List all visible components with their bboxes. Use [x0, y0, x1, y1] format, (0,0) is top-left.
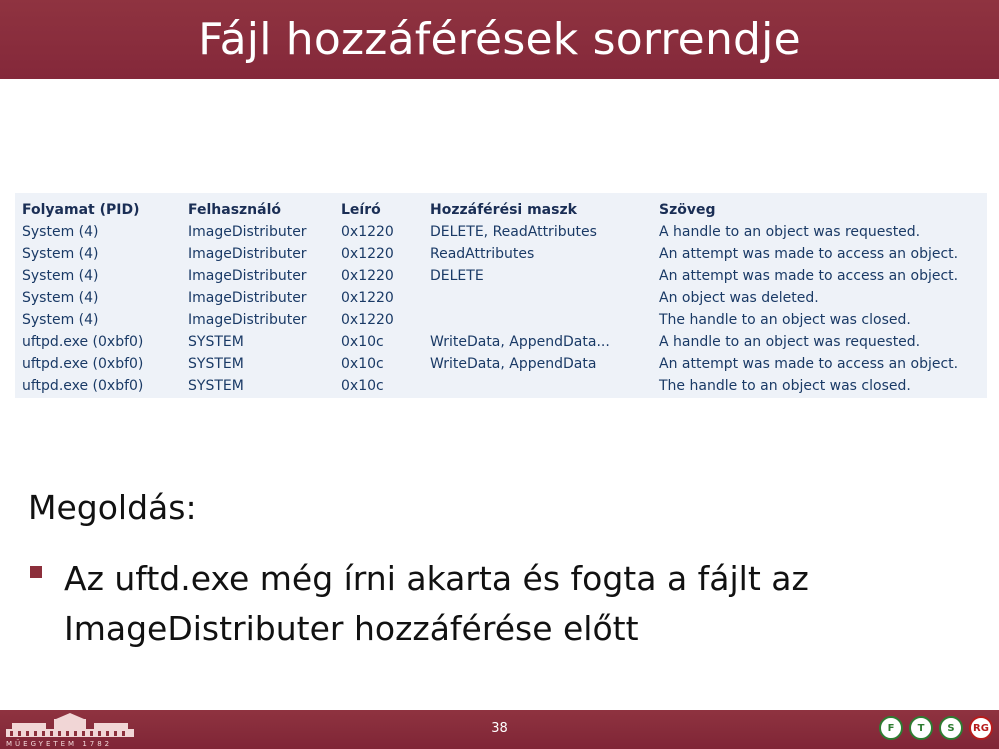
cell-handle: 0x1220 [341, 290, 394, 306]
cell-handle: 0x1220 [341, 246, 394, 262]
ftsrg-logo [879, 716, 993, 740]
cell-text: An object was deleted. [659, 290, 819, 306]
cell-user: ImageDistributer [188, 224, 307, 240]
cell-text: An attempt was made to access an object. [659, 268, 959, 284]
table-row [22, 375, 985, 397]
cell-text: A handle to an object was requested. [659, 224, 921, 240]
cell-process: uftpd.exe (0xbf0) [22, 356, 144, 372]
cell-text: The handle to an object was closed. [659, 312, 911, 328]
cell-text: An attempt was made to access an object. [659, 246, 959, 262]
solution-heading: Megoldás: [28, 488, 197, 527]
cell-handle: 0x10c [341, 356, 384, 372]
cell-user: ImageDistributer [188, 290, 307, 306]
cell-user: ImageDistributer [188, 268, 307, 284]
column-header-user: Felhasználó [188, 202, 282, 218]
ftsrg-logo-t-icon: T [909, 716, 933, 740]
cell-access-mask: DELETE [430, 268, 484, 284]
cell-user: ImageDistributer [188, 246, 307, 262]
cell-process: uftpd.exe (0xbf0) [22, 378, 144, 394]
cell-access-mask [430, 309, 659, 331]
cell-text: The handle to an object was closed. [659, 378, 911, 394]
ftsrg-logo-f-icon: F [879, 716, 903, 740]
bullet-square-icon [30, 566, 42, 578]
table-row [22, 309, 985, 331]
ftsrg-logo-rg-icon: RG [969, 716, 993, 740]
table-row [22, 265, 985, 287]
cell-handle: 0x10c [341, 334, 384, 350]
university-caption: MŰEGYETEM 1782 [6, 740, 113, 748]
cell-handle: 0x10c [341, 378, 384, 394]
cell-handle: 0x1220 [341, 268, 394, 284]
access-log-table [22, 199, 985, 397]
cell-access-mask: DELETE, ReadAttributes [430, 224, 597, 240]
slide-header [0, 0, 999, 79]
cell-process: System (4) [22, 268, 99, 284]
table-row [22, 353, 985, 375]
cell-user: SYSTEM [188, 334, 244, 350]
ftsrg-logo-s-icon: S [939, 716, 963, 740]
solution-bullet-text: Az uftd.exe még írni akarta és fogta a fájlt az ImageDistributer hozzáférése előtt [64, 559, 809, 648]
table-row [22, 331, 985, 353]
cell-access-mask [430, 375, 659, 397]
cell-access-mask: WriteData, AppendData [430, 356, 597, 372]
table-row [22, 221, 985, 243]
cell-access-mask [430, 287, 659, 309]
cell-process: uftpd.exe (0xbf0) [22, 334, 144, 350]
cell-text: An attempt was made to access an object. [659, 356, 959, 372]
cell-user: SYSTEM [188, 356, 244, 372]
cell-access-mask: ReadAttributes [430, 246, 535, 262]
slide-title: Fájl hozzáférések sorrendje [198, 14, 801, 65]
cell-user: ImageDistributer [188, 312, 307, 328]
slide-footer [0, 710, 999, 749]
table-row [22, 243, 985, 265]
solution-bullet [28, 554, 968, 654]
cell-process: System (4) [22, 290, 99, 306]
access-log-table-container [15, 193, 987, 398]
cell-user: SYSTEM [188, 378, 244, 394]
column-header-handle: Leíró [341, 202, 381, 218]
cell-process: System (4) [22, 224, 99, 240]
column-header-access-mask: Hozzáférési maszk [430, 202, 577, 218]
column-header-process: Folyamat (PID) [22, 202, 140, 218]
cell-access-mask: WriteData, AppendData... [430, 334, 610, 350]
table-body [22, 221, 985, 397]
cell-text: A handle to an object was requested. [659, 334, 921, 350]
page-number: 38 [491, 721, 508, 736]
cell-process: System (4) [22, 312, 99, 328]
column-header-text: Szöveg [659, 202, 716, 218]
cell-handle: 0x1220 [341, 312, 394, 328]
cell-handle: 0x1220 [341, 224, 394, 240]
cell-process: System (4) [22, 246, 99, 262]
table-header-row [22, 199, 985, 221]
table-row [22, 287, 985, 309]
